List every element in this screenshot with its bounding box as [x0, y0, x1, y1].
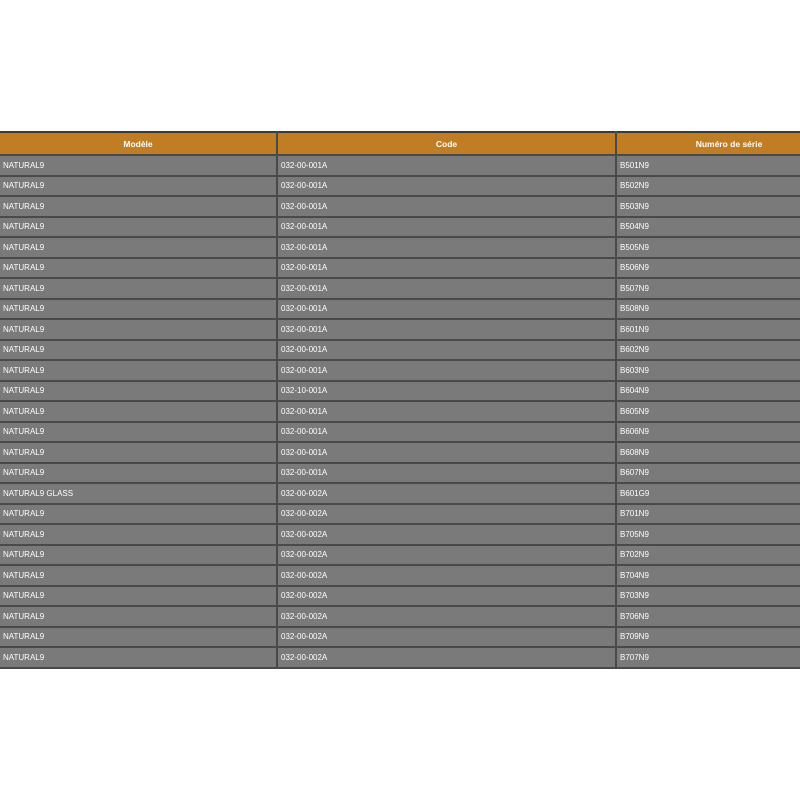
cell-model: NATURAL9 [0, 381, 277, 402]
table-row [0, 504, 800, 525]
cell-serial-number: B603N9 [616, 360, 800, 381]
cell-model: NATURAL9 [0, 627, 277, 648]
serial-table-container [0, 131, 800, 669]
table-row [0, 381, 800, 402]
cell-serial-number: B707N9 [616, 647, 800, 668]
header-row [0, 132, 800, 155]
table-row [0, 586, 800, 607]
cell-model: NATURAL9 [0, 442, 277, 463]
cell-serial-number: B501N9 [616, 155, 800, 176]
cell-model: NATURAL9 [0, 422, 277, 443]
cell-serial-number: B601N9 [616, 319, 800, 340]
table-row [0, 422, 800, 443]
cell-code: 032-00-001A [277, 360, 616, 381]
table-row [0, 565, 800, 586]
cell-serial-number: B608N9 [616, 442, 800, 463]
table-row [0, 360, 800, 381]
table-row [0, 155, 800, 176]
cell-serial-number: B502N9 [616, 176, 800, 197]
cell-serial-number: B701N9 [616, 504, 800, 525]
cell-serial-number: B705N9 [616, 524, 800, 545]
cell-code: 032-00-001A [277, 237, 616, 258]
column-header-model: Modèle [0, 132, 277, 155]
cell-serial-number: B507N9 [616, 278, 800, 299]
cell-code: 032-00-001A [277, 442, 616, 463]
cell-serial-number: B506N9 [616, 258, 800, 279]
column-header-serial-number: Numéro de série [616, 132, 800, 155]
cell-code: 032-00-002A [277, 565, 616, 586]
cell-model: NATURAL9 [0, 504, 277, 525]
column-header-code: Code [277, 132, 616, 155]
cell-code: 032-00-001A [277, 299, 616, 320]
cell-model: NATURAL9 [0, 606, 277, 627]
cell-model: NATURAL9 [0, 565, 277, 586]
table-row [0, 237, 800, 258]
cell-serial-number: B604N9 [616, 381, 800, 402]
table-row [0, 299, 800, 320]
cell-code: 032-00-001A [277, 319, 616, 340]
table-row [0, 606, 800, 627]
cell-model: NATURAL9 [0, 360, 277, 381]
table-row [0, 176, 800, 197]
cell-model: NATURAL9 [0, 401, 277, 422]
cell-code: 032-00-001A [277, 196, 616, 217]
table-row [0, 319, 800, 340]
cell-model: NATURAL9 [0, 278, 277, 299]
cell-model: NATURAL9 [0, 647, 277, 668]
cell-code: 032-00-002A [277, 524, 616, 545]
cell-code: 032-00-001A [277, 422, 616, 443]
cell-model: NATURAL9 [0, 299, 277, 320]
cell-serial-number: B702N9 [616, 545, 800, 566]
cell-model: NATURAL9 [0, 340, 277, 361]
cell-serial-number: B505N9 [616, 237, 800, 258]
table-row [0, 278, 800, 299]
cell-code: 032-00-001A [277, 401, 616, 422]
cell-code: 032-00-002A [277, 586, 616, 607]
table-row [0, 258, 800, 279]
table-row [0, 217, 800, 238]
cell-serial-number: B605N9 [616, 401, 800, 422]
cell-serial-number: B503N9 [616, 196, 800, 217]
cell-code: 032-00-001A [277, 340, 616, 361]
cell-code: 032-00-002A [277, 606, 616, 627]
cell-serial-number: B508N9 [616, 299, 800, 320]
table-row [0, 401, 800, 422]
table-row [0, 545, 800, 566]
cell-model: NATURAL9 [0, 196, 277, 217]
cell-model: NATURAL9 [0, 545, 277, 566]
cell-code: 032-00-002A [277, 647, 616, 668]
table-row [0, 483, 800, 504]
cell-code: 032-10-001A [277, 381, 616, 402]
table-body [0, 155, 800, 668]
cell-serial-number: B504N9 [616, 217, 800, 238]
table-header [0, 132, 800, 155]
cell-code: 032-00-002A [277, 483, 616, 504]
cell-code: 032-00-002A [277, 504, 616, 525]
table-row [0, 524, 800, 545]
cell-code: 032-00-001A [277, 155, 616, 176]
cell-serial-number: B606N9 [616, 422, 800, 443]
table-row [0, 340, 800, 361]
cell-code: 032-00-001A [277, 278, 616, 299]
cell-serial-number: B704N9 [616, 565, 800, 586]
table-row [0, 463, 800, 484]
cell-model: NATURAL9 [0, 155, 277, 176]
cell-model: NATURAL9 [0, 319, 277, 340]
table-row [0, 442, 800, 463]
cell-model: NATURAL9 [0, 586, 277, 607]
cell-model: NATURAL9 GLASS [0, 483, 277, 504]
cell-serial-number: B703N9 [616, 586, 800, 607]
cell-model: NATURAL9 [0, 176, 277, 197]
cell-serial-number: B709N9 [616, 627, 800, 648]
cell-model: NATURAL9 [0, 258, 277, 279]
cell-serial-number: B601G9 [616, 483, 800, 504]
table-row [0, 647, 800, 668]
cell-model: NATURAL9 [0, 524, 277, 545]
cell-code: 032-00-002A [277, 545, 616, 566]
table-row [0, 627, 800, 648]
cell-model: NATURAL9 [0, 217, 277, 238]
cell-code: 032-00-001A [277, 217, 616, 238]
cell-code: 032-00-002A [277, 627, 616, 648]
serial-table [0, 131, 800, 669]
cell-code: 032-00-001A [277, 176, 616, 197]
table-row [0, 196, 800, 217]
cell-model: NATURAL9 [0, 237, 277, 258]
cell-code: 032-00-001A [277, 463, 616, 484]
cell-serial-number: B602N9 [616, 340, 800, 361]
cell-model: NATURAL9 [0, 463, 277, 484]
cell-serial-number: B706N9 [616, 606, 800, 627]
cell-code: 032-00-001A [277, 258, 616, 279]
cell-serial-number: B607N9 [616, 463, 800, 484]
